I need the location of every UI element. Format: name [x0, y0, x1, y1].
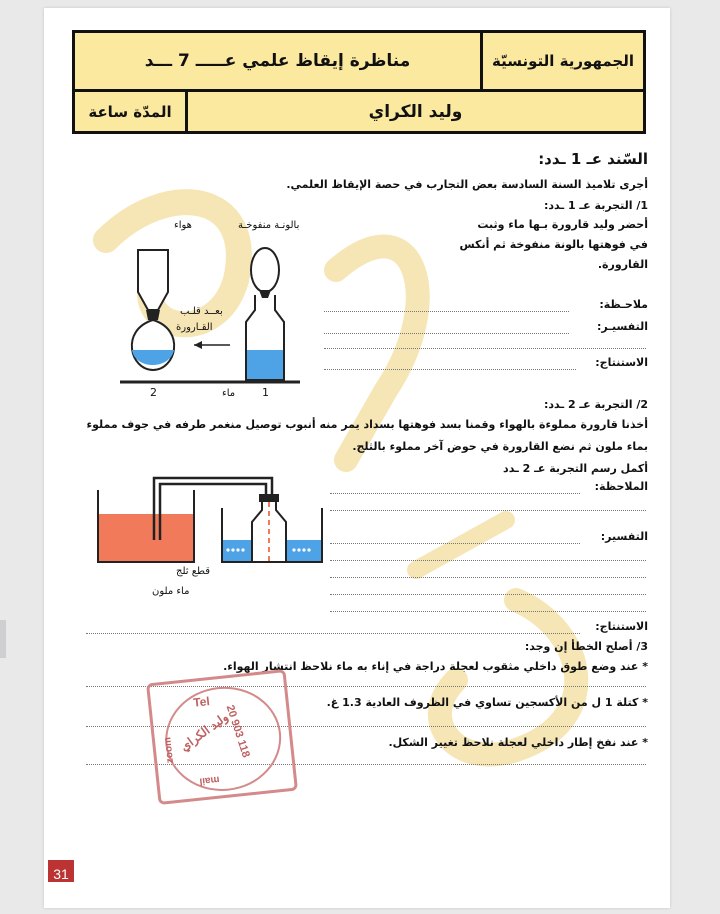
exam-title: مناظرة إيقاظ علمي عـــــ 7 ـــد	[144, 51, 411, 71]
stamp-mail: mail	[198, 773, 220, 787]
exp1-title: 1/ التجربة عـ 1 ـدد:	[543, 199, 648, 212]
answer-line	[330, 577, 646, 578]
answer-line	[86, 633, 580, 634]
exp2-text-line: بماء ملون ثم نضع القارورة في حوض آخر مملوء بالثلج.	[352, 440, 648, 453]
label-balloon: بالونـة منفوخـة	[238, 220, 300, 231]
label-number-2: 2	[150, 386, 157, 399]
stamp-zoom: zoom	[162, 736, 176, 764]
header-divider	[185, 92, 188, 131]
answer-line	[324, 333, 569, 334]
stamp-tel-number: 20 903 118	[223, 703, 252, 760]
label-ice: قطع ثلج	[176, 566, 211, 577]
author-stamp	[146, 669, 298, 805]
answer-line	[324, 369, 576, 370]
label-air: هواء	[174, 220, 192, 231]
label-colored-water: ماء ملون	[152, 586, 190, 597]
label-after-flip: بعــد قلـب	[180, 306, 223, 317]
answer-line	[324, 348, 646, 349]
exp2-text-line: أخذنا قارورة مملوءة بالهواء وقمنا بسد فوهتها بسداد يمر منه أنبوب توصيل منغمر طرفه في جوف مملوء	[86, 418, 648, 431]
doc1-conclusion-label: الاستنتاج:	[595, 356, 648, 369]
header-row-2	[72, 92, 646, 134]
exp2-observation-label: الملاحظة:	[594, 480, 648, 493]
answer-line	[330, 543, 580, 544]
exam-header	[72, 30, 646, 140]
exam-duration: المدّة ساعة	[88, 102, 172, 121]
stamp-tel-label: Tel	[192, 694, 211, 710]
stamp-name: وليد الكراي	[177, 709, 231, 754]
viewer-edge	[0, 620, 6, 658]
header-divider	[480, 33, 483, 89]
answer-line	[330, 493, 580, 494]
exp1-text-line: أحضر وليد قارورة بـها ماء وثبت	[477, 218, 648, 231]
exp1-text-line: القارورة.	[597, 258, 648, 271]
page-number: 31	[48, 860, 74, 882]
q3-item: * عند نفخ إطار داخلي لعجلة نلاحظ تغيير الشكل.	[388, 736, 648, 749]
label-bottle: القـارورة	[176, 322, 213, 333]
header-row-1	[72, 30, 646, 92]
q3-item: * عند وضع طوق داخلي مثقوب لعجلة دراجة في إناء به ماء نلاحظ انتشار الهواء.	[223, 660, 648, 673]
exp2-complete-instruction: أكمل رسم التجربة عـ 2 ـدد	[503, 462, 648, 475]
doc1-intro: أجرى تلاميذ السنة السادسة بعض التجارب في حصة الإيقاظ العلمي.	[286, 178, 648, 191]
exp1-text-line: في فوهتها بالونة منفوخة ثم أنكس	[459, 238, 648, 251]
country-label: الجمهورية التونسيّة	[492, 52, 634, 70]
q3-title: 3/ أصلح الخطأ إن وجد:	[524, 640, 648, 653]
doc1-observation-label: ملاحـظة:	[599, 298, 648, 311]
answer-line	[330, 611, 646, 612]
exp2-conclusion-label: الاستنتاج:	[595, 620, 648, 633]
answer-line	[330, 560, 646, 561]
answer-line	[330, 594, 646, 595]
label-water: ماء	[222, 388, 236, 399]
exp2-title: 2/ التجربة عـ 2 ـدد:	[543, 398, 648, 411]
q3-item: * كتلة 1 ل من الأكسجين تساوي في الظروف العادية 1.3 غ.	[326, 696, 648, 709]
doc1-title: السّند عـ 1 ـدد:	[538, 150, 648, 168]
author-name: وليد الكراي	[368, 101, 463, 122]
answer-line	[324, 311, 569, 312]
exp2-interpretation-label: التفسير:	[600, 530, 648, 543]
stamp-ring	[160, 681, 286, 797]
answer-line	[330, 510, 646, 511]
doc1-interpretation-label: التفسيـر:	[597, 320, 648, 333]
label-number-1: 1	[262, 386, 269, 399]
experiment-2-figure	[94, 470, 326, 570]
